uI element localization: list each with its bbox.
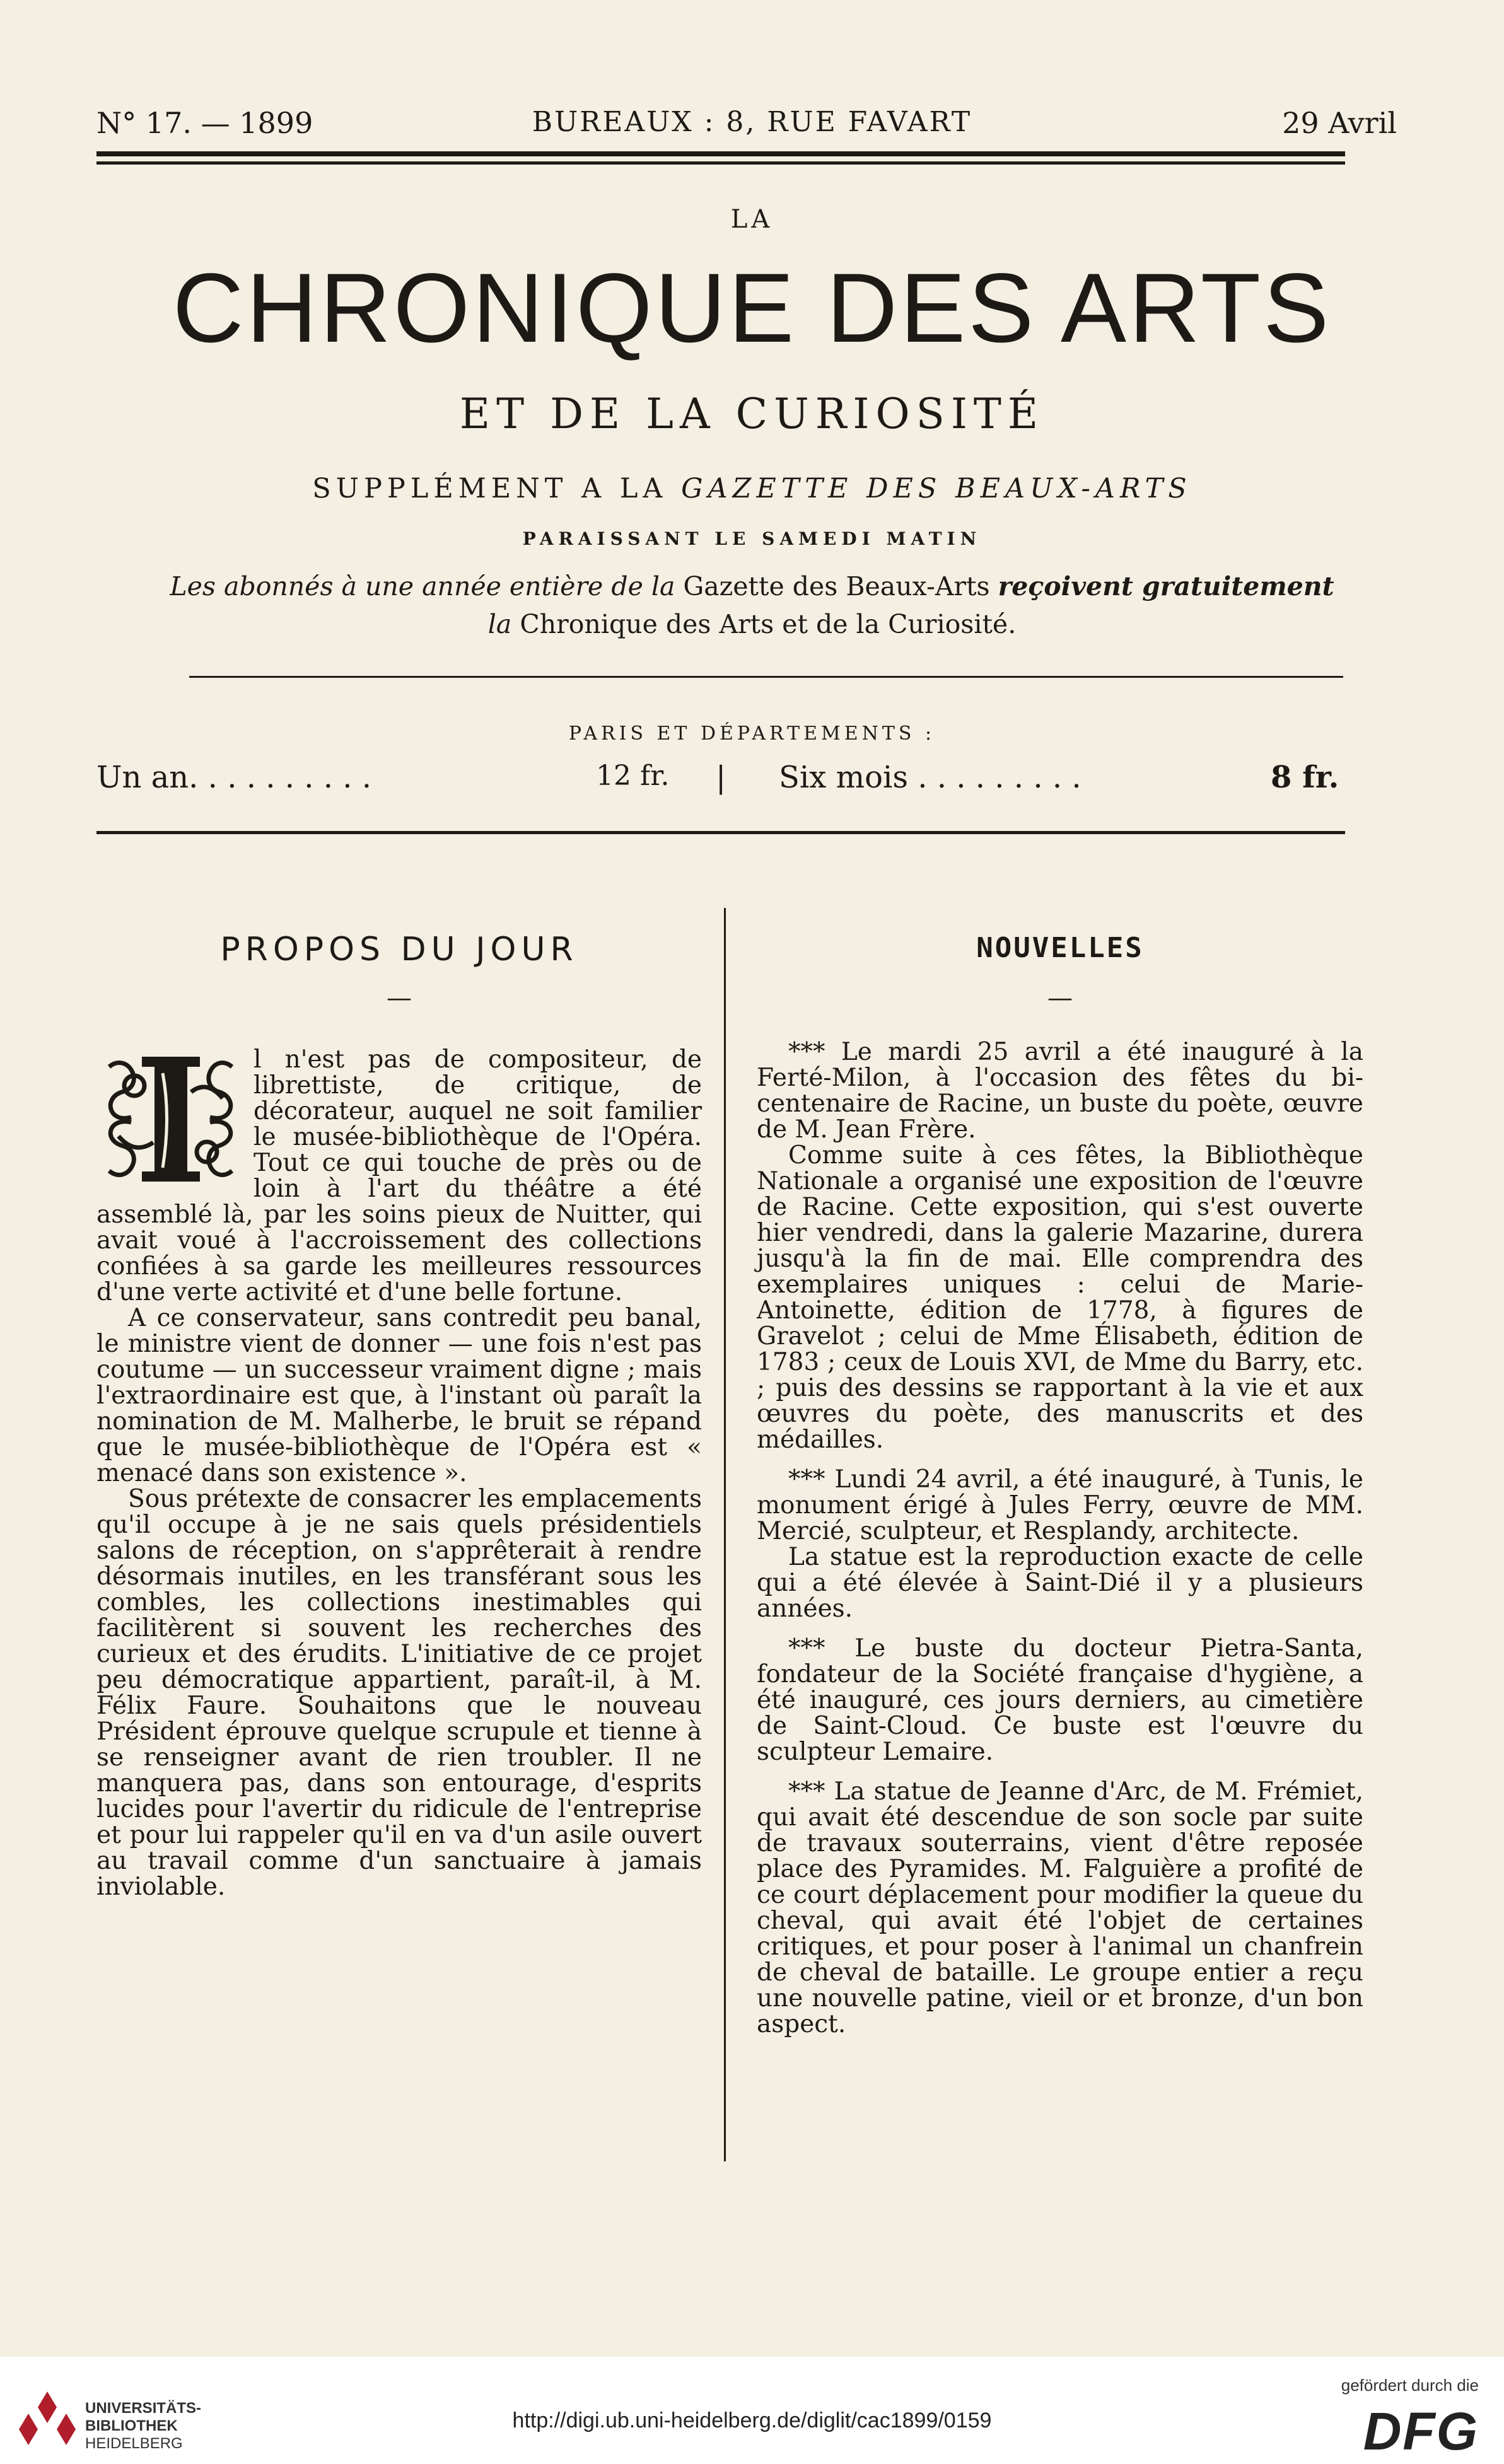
- news-item: [757, 1779, 1363, 2037]
- bureaux-address: BUREAUX : 8, RUE FAVART: [532, 106, 972, 138]
- news-asterism: ***: [788, 1038, 841, 1066]
- subscriber-note-end: reçoivent gratuitement: [998, 571, 1334, 601]
- news-item: [757, 1039, 1363, 1142]
- subscriber-note-italic: Les abonnés à une année entière de la: [170, 571, 684, 601]
- news-followup: Comme suite à ces fêtes, la Bibliothèque Nationale a organisé une exposition de l'œuvre de Racine. Cette exposition, qui s'est ouverte hier vendredi, dans la galerie Mazarine, durera jusqu'à la fin de mai. Elle comprendra des exemplaires uniques : celui de Marie-Antoinette, édition de 1778, à figures de Gravelot ; celui de Mme Élisabeth, édition de 1783 ; ceux de Louis XVI, de Mme du Barry, etc. ; puis des dessins se rapportant à la vie et aux œuvres du poète, des manuscrits et des médailles.: [757, 1141, 1363, 1454]
- subscription-rule: [96, 831, 1345, 834]
- left-column-title: PROPOS DU JOUR: [220, 931, 578, 968]
- right-column-dash: —: [1047, 984, 1073, 1013]
- masthead-subtitle: ET DE LA CURIOSITÉ: [459, 390, 1045, 438]
- supplement-line: [0, 473, 1504, 504]
- header-rule-secondary: [96, 161, 1345, 165]
- left-column-dash: —: [387, 984, 412, 1013]
- article-paragraph: l n'est pas de compositeur, de librettiste, de critique, de décorateur, auquel ne soit familier le musée-bibliothèque de l'Opéra. Tout ce qui touche de près ou de loin à l'art du théâtre a été assemblé là, par les soins pieux de Nuitter, qui avait voué à l'accroissement des collections confiées à sa garde les meilleures ressources d'une verte activité et d'une belle fortune.: [96, 1045, 702, 1306]
- subscription-heading: PARIS ET DÉPARTEMENTS :: [568, 723, 936, 745]
- uni-line2: BIBLIOTHEK: [85, 2417, 178, 2434]
- supplement-gazette: GAZETTE DES BEAUX-ARTS: [681, 473, 1192, 504]
- right-column-title: NOUVELLES: [976, 932, 1144, 964]
- uni-line1: UNIVERSITÄTS-: [85, 2400, 202, 2417]
- digitization-footer: [0, 2357, 1504, 2464]
- supplement-prefix: SUPPLÉMENT A LA: [312, 473, 682, 504]
- news-item: [757, 1467, 1363, 1544]
- price-year-label: Un an. . . . . . . . . .: [96, 760, 372, 795]
- left-column-text: [96, 1047, 702, 1900]
- masthead-title: CHRONIQUE DES ARTS: [172, 253, 1332, 363]
- dfg-logo: DFG: [1363, 2402, 1479, 2461]
- issue-date: 29 Avril: [1282, 106, 1397, 140]
- dropcap-ornament-icon: [96, 1048, 245, 1190]
- price-separator: |: [716, 760, 726, 795]
- ornamental-dropcap: [96, 1048, 245, 1190]
- news-text: Le buste du docteur Pietra-Santa, fondateur de la Société française d'hygiène, a été inauguré, ces jours derniers, au cimetière de Saint-Cloud. Ce buste est l'œuvre du sculpteur Lemaire.: [757, 1634, 1364, 1766]
- price-six-label: Six mois . . . . . . . . .: [779, 760, 1081, 795]
- news-text: Lundi 24 avril, a été inauguré, à Tunis, le monument érigé à Jules Ferry, œuvre de MM. Mercié, sculpteur, et Resplandy, architecte.: [757, 1465, 1363, 1545]
- news-asterism: ***: [788, 1634, 855, 1663]
- issue-number: N° 17. — 1899: [96, 106, 313, 140]
- article-paragraph: Sous prétexte de consacrer les emplacements qu'il occupe à je ne sais quels présidentiels salons de réception, on s'apprêterait à rendre désormais inutiles, en les transférant sous les combles, les collections inestimables qui facilitèrent si souvent les recherches des curieux et des érudits. L'initiative de ce projet peu démocratique appartient, paraît-il, à M. Félix Faure. Souhaitons que le nouveau Président éprouve quelque scrupule et tienne à se renseigner avant de rien troubler. Il ne manquera pas, dans son entourage, d'esprits lucides pour l'avertir du ridicule de l'entreprise et pour lui rappeler qu'il en va d'un asile ouvert au travail comme d'un sanctuaire à jamais inviolable.: [96, 1485, 702, 1901]
- price-six-value: 8 fr.: [1271, 760, 1339, 795]
- masthead-article: LA: [730, 205, 774, 234]
- digital-copy-link[interactable]: http://digi.ub.uni-heidelberg.de/diglit/cac1899/0159: [512, 2409, 992, 2432]
- subscriber-note-line2-italic: la: [487, 609, 520, 639]
- publication-schedule: PARAISSANT LE SAMEDI MATIN: [522, 528, 982, 549]
- article-paragraph: A ce conservateur, sans contredit peu banal, le ministre vient de donner — une fois n'est pas coutume — un successeur vraiment digne ; mais l'extraordinaire est que, à l'instant où paraît la nomination de M. Malherbe, le bruit se répand que le musée-bibliothèque de l'Opéra est « menacé dans son existence ».: [96, 1304, 702, 1487]
- subscriber-note-line2-roman: Chronique des Arts et de la Curiosité.: [520, 609, 1017, 639]
- news-asterism: ***: [788, 1465, 835, 1494]
- news-text: La statue de Jeanne d'Arc, de M. Frémiet, qui avait été descendue de son socle par suite de travaux souterrains, vient d'être reposée place des Pyramides. M. Falguière a profité de ce court déplacement pour modifier la queue du cheval, qui avait été l'objet de certaines critiques, et pour poser à l'animal un chanfrein de cheval de bataille. Le groupe entier a reçu une nouvelle patine, vieil or et bronze, d'un bon aspect.: [757, 1777, 1363, 2038]
- column-divider: [724, 908, 726, 2161]
- uni-line3: HEIDELBERG: [85, 2435, 183, 2452]
- header-rule: [96, 151, 1345, 156]
- news-text: Le mardi 25 avril a été inauguré à la Ferté-Milon, à l'occasion des fêtes du bi-centenaire de Racine, un buste du poète, œuvre de M. Jean Frère.: [757, 1038, 1363, 1144]
- funding-label: gefördert durch die: [1341, 2376, 1479, 2395]
- price-year-value: 12 fr.: [596, 760, 670, 792]
- news-asterism: ***: [788, 1777, 834, 1806]
- masthead-rule: [189, 676, 1343, 678]
- subscriber-note: [0, 567, 1504, 643]
- right-column-text: [757, 1039, 1363, 2037]
- subscriber-note-roman: Gazette des Beaux-Arts: [683, 571, 998, 601]
- news-followup: La statue est la reproduction exacte de celle qui a été élevée à Saint-Dié il y a plusieurs années.: [757, 1543, 1363, 1623]
- news-item: [757, 1636, 1363, 1765]
